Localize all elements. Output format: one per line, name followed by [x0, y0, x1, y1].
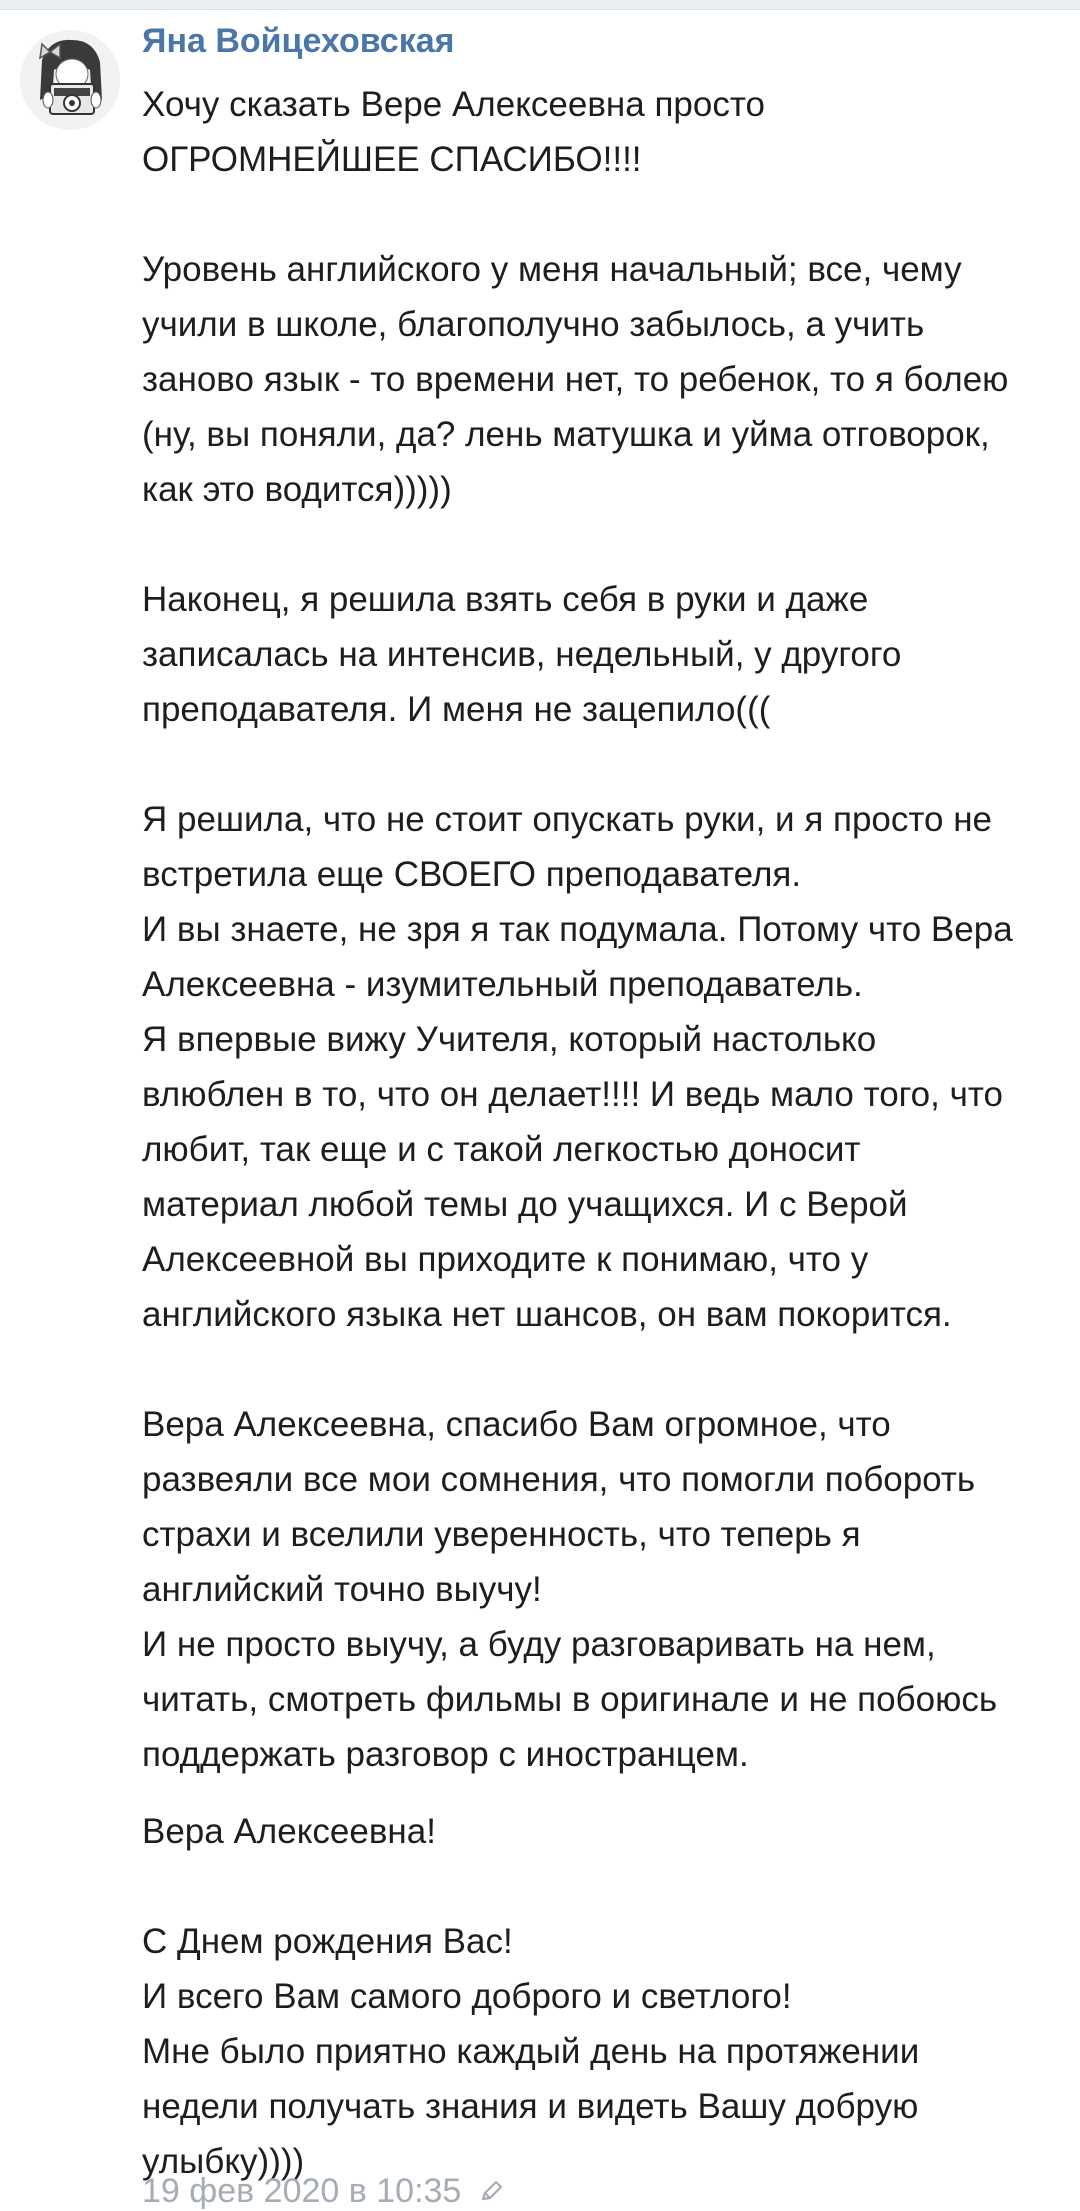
- comment-line: Уровень английского у меня начальный; все, чему: [142, 250, 962, 289]
- comment-line: преподавателя. И меня не зацепило(((: [142, 690, 771, 729]
- comment-line: читать, смотреть фильмы в оригинале и не побоюсь: [142, 1680, 998, 1719]
- comment-line: Вера Алексеевна, спасибо Вам огромное, что: [142, 1405, 891, 1444]
- timestamp-text: 19 фев 2020 в 10:35: [142, 2172, 462, 2210]
- comment-line: улыбку)))): [142, 2142, 305, 2181]
- comment-line: Хочу сказать Вере Алексеевна просто: [142, 85, 765, 124]
- comment-line: С Днем рождения Вас!: [142, 1922, 513, 1961]
- comment-line: развеяли все мои сомнения, что помогли побороть: [142, 1460, 976, 1499]
- comment-spacing: [142, 1782, 1067, 1804]
- comment-blank-line: [142, 187, 1067, 242]
- comment-line: И вы знаете, не зря я так подумала. Потому что Вера: [142, 910, 1013, 949]
- comment-line: встретила еще СВОЕГО преподавателя.: [142, 855, 802, 894]
- top-divider: [0, 0, 1080, 10]
- comment-line: Алексеевной вы приходите к понимаю, что у: [142, 1240, 869, 1279]
- avatar[interactable]: [20, 30, 120, 130]
- avatar-illustration-icon: [20, 30, 120, 130]
- comment-line: как это водится))))): [142, 470, 452, 509]
- comment-line: ОГРОМНЕЙШЕЕ СПАСИБО!!!!: [142, 140, 642, 179]
- comment-line: И не просто выучу, а буду разговаривать на нем,: [142, 1625, 936, 1664]
- comment-line: заново язык - то времени нет, то ребенок, то я болею: [142, 360, 1009, 399]
- comment-line: страхи и вселили уверенность, что теперь я: [142, 1515, 861, 1554]
- comment-line: (ну, вы поняли, да? лень матушка и уйма отговорок,: [142, 415, 990, 454]
- comment-line: Наконец, я решила взять себя в руки и даже: [142, 580, 869, 619]
- comment-timestamp[interactable]: [142, 2172, 505, 2211]
- comment-blank-line: [142, 1859, 1067, 1914]
- comment-line: Я впервые вижу Учителя, который настолько: [142, 1020, 877, 1059]
- pencil-icon: [479, 2179, 505, 2205]
- comment-line: материал любой темы до учащихся. И с Верой: [142, 1185, 908, 1224]
- comment-line: Мне было приятно каждый день на протяжении: [142, 2032, 920, 2071]
- comment-line: записалась на интенсив, недельный, у другого: [142, 635, 902, 674]
- comment-line: Вера Алексеевна!: [142, 1812, 436, 1851]
- comment-line: недели получать знания и видеть Вашу добрую: [142, 2087, 919, 2126]
- comment-line: влюблен в то, что он делает!!!! И ведь мало того, что: [142, 1075, 1003, 1114]
- comment-blank-line: [142, 1342, 1067, 1397]
- comment-blank-line: [142, 517, 1067, 572]
- comment-line: Алексеевна - изумительный преподаватель.: [142, 965, 863, 1004]
- comment-line: английский точно выучу!: [142, 1570, 542, 1609]
- comment-blank-line: [142, 737, 1067, 792]
- comment-line: любит, так еще и с такой легкостью доносит: [142, 1130, 861, 1169]
- comment-line: Я решила, что не стоит опускать руки, и я просто не: [142, 800, 993, 839]
- author-name[interactable]: Яна Войцеховская: [142, 22, 455, 60]
- comment-line: английского языка нет шансов, он вам покорится.: [142, 1295, 952, 1334]
- comment-body: [142, 77, 1067, 2189]
- comment-line: поддержать разговор с иностранцем.: [142, 1735, 749, 1774]
- comment-line: учили в школе, благополучно забылось, а учить: [142, 305, 925, 344]
- comment-line: И всего Вам самого доброго и светлого!: [142, 1977, 792, 2016]
